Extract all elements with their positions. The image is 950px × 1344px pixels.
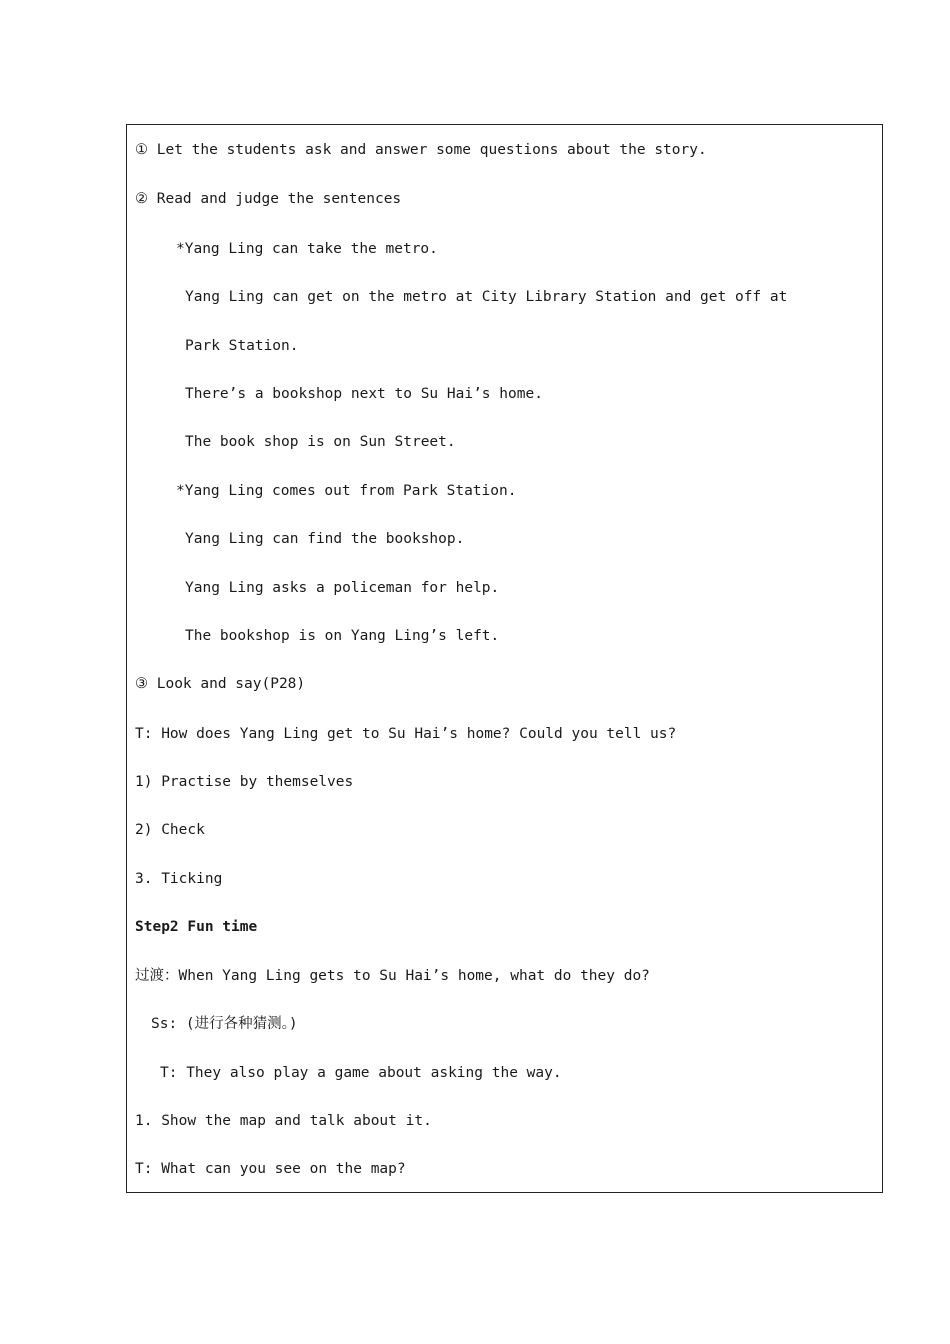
judge-sentence: The bookshop is on Yang Ling’s left. bbox=[185, 628, 500, 644]
sub-step-practise: 1) Practise by themselves bbox=[135, 774, 354, 790]
teacher-question: T: How does Yang Ling get to Su Hai’s home? Could you tell us? bbox=[135, 726, 677, 742]
judge-sentence: The book shop is on Sun Street. bbox=[185, 434, 456, 450]
activity-show-map: 1. Show the map and talk about it. bbox=[135, 1113, 432, 1129]
teacher-statement: T: They also play a game about asking the way. bbox=[160, 1065, 562, 1081]
item-look-and-say: ③ Look and say(P28) bbox=[135, 676, 306, 692]
item-ask-questions: ① Let the students ask and answer some questions about the story. bbox=[135, 142, 707, 158]
judge-sentence: Yang Ling can get on the metro at City Library Station and get off at bbox=[185, 289, 788, 305]
sub-step-ticking: 3. Ticking bbox=[135, 871, 223, 887]
sub-step-check: 2) Check bbox=[135, 822, 205, 838]
students-response: Ss: (进行各种猜测。) bbox=[151, 1016, 298, 1032]
judge-sentence: Yang Ling can find the bookshop. bbox=[185, 531, 465, 547]
step-heading: Step2 Fun time bbox=[135, 919, 258, 935]
item-read-and-judge: ② Read and judge the sentences bbox=[135, 191, 402, 207]
judge-sentence: *Yang Ling comes out from Park Station. bbox=[176, 483, 517, 499]
judge-sentence: There’s a bookshop next to Su Hai’s home. bbox=[185, 386, 543, 402]
judge-sentence: *Yang Ling can take the metro. bbox=[176, 241, 438, 257]
judge-sentence-continued: Park Station. bbox=[185, 338, 299, 354]
transition-text: 过渡：When Yang Ling gets to Su Hai’s home, what do they do? bbox=[135, 968, 650, 984]
teacher-question: T: What can you see on the map? bbox=[135, 1161, 406, 1177]
judge-sentence: Yang Ling asks a policeman for help. bbox=[185, 580, 500, 596]
